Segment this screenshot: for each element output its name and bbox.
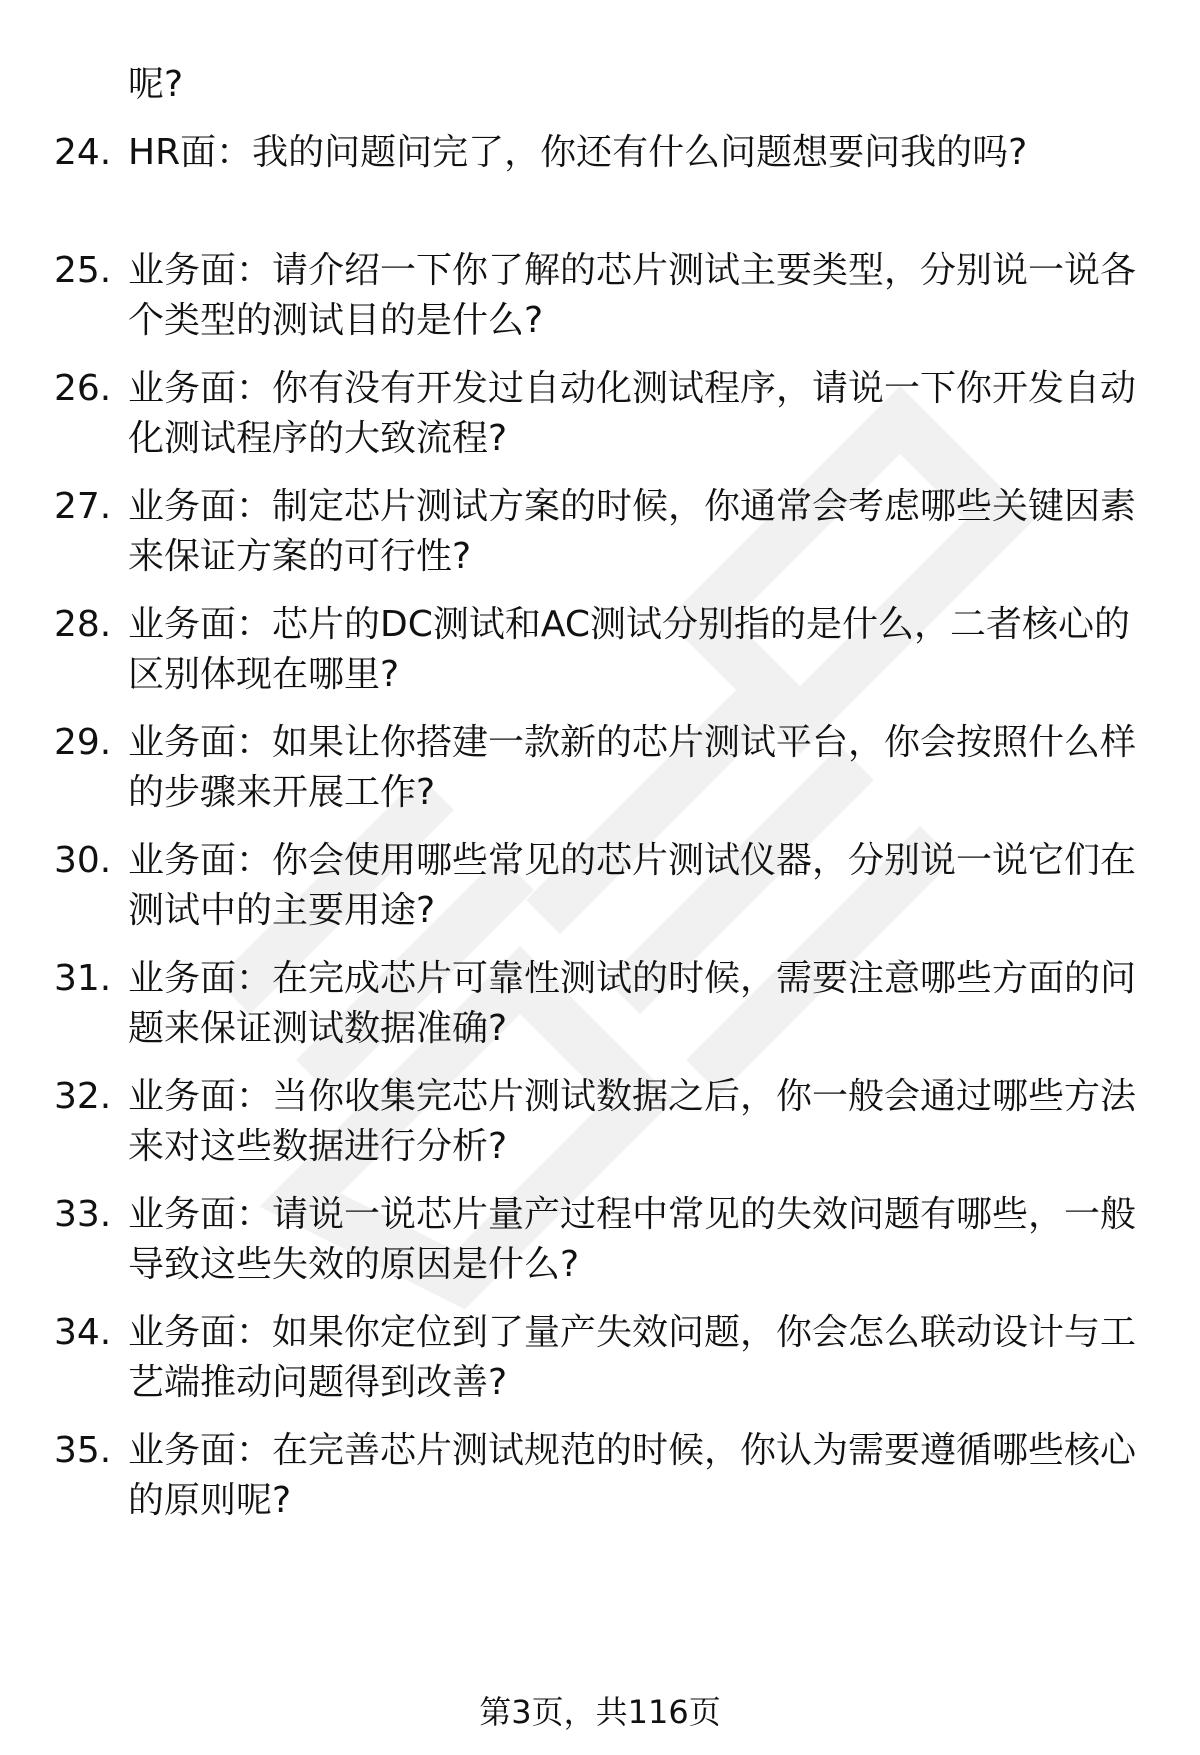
question-text-line: 业务面：你有没有开发过自动化测试程序，请说一下你开发自动 [128,368,1137,409]
question-number: 27. [54,486,112,527]
question-text-line: 化测试程序的大致流程? [128,418,508,459]
question-text-line: 测试中的主要用途? [128,890,436,931]
question-number: 35. [54,1430,112,1471]
question-number: 31. [54,958,112,999]
question-number: 34. [54,1312,112,1353]
question-number: 32. [54,1076,112,1117]
question-text-line: 业务面：在完成芯片可靠性测试的时候，需要注意哪些方面的问 [128,958,1137,999]
question-number: 26. [54,368,112,409]
question-text-line: 业务面：当你收集完芯片测试数据之后，你一般会通过哪些方法 [128,1076,1137,1117]
question-text-line: 的原则呢? [128,1480,292,1521]
question-text-line: 艺端推动问题得到改善? [128,1362,508,1403]
question-continuation: 呢? [128,64,184,105]
question-number: 33. [54,1194,112,1235]
question-number: 29. [54,722,112,763]
question-text-line: 来保证方案的可行性? [128,536,472,577]
question-number: 28. [54,604,112,645]
question-number: 30. [54,840,112,881]
question-text-line: 业务面：制定芯片测试方案的时候，你通常会考虑哪些关键因素 [128,486,1137,527]
question-text-line: HR面：我的问题问完了，你还有什么问题想要问我的吗? [128,132,1028,173]
page-footer: 第3页，共116页 [479,1693,721,1731]
question-text-line: 个类型的测试目的是什么? [128,300,544,341]
question-text-line: 业务面：你会使用哪些常见的芯片测试仪器，分别说一说它们在 [128,840,1137,881]
question-text-line: 业务面：芯片的DC测试和AC测试分别指的是什么，二者核心的 [128,604,1130,645]
question-text-line: 业务面：请介绍一下你了解的芯片测试主要类型，分别说一说各 [128,250,1137,291]
question-text-line: 业务面：如果你定位到了量产失效问题，你会怎么联动设计与工 [128,1312,1137,1353]
question-text-line: 导致这些失效的原因是什么? [128,1244,580,1285]
question-text-line: 业务面：如果让你搭建一款新的芯片测试平台，你会按照什么样 [128,722,1137,763]
question-text-line: 业务面：请说一说芯片量产过程中常见的失效问题有哪些，一般 [128,1194,1137,1235]
question-number: 24. [54,132,112,173]
question-text-line: 的步骤来开展工作? [128,772,436,813]
question-number: 25. [54,250,112,291]
question-text-line: 题来保证测试数据准确? [128,1008,508,1049]
question-text-line: 来对这些数据进行分析? [128,1126,508,1167]
question-text-line: 业务面：在完善芯片测试规范的时候，你认为需要遵循哪些核心 [128,1430,1137,1471]
question-text-line: 区别体现在哪里? [128,654,400,695]
